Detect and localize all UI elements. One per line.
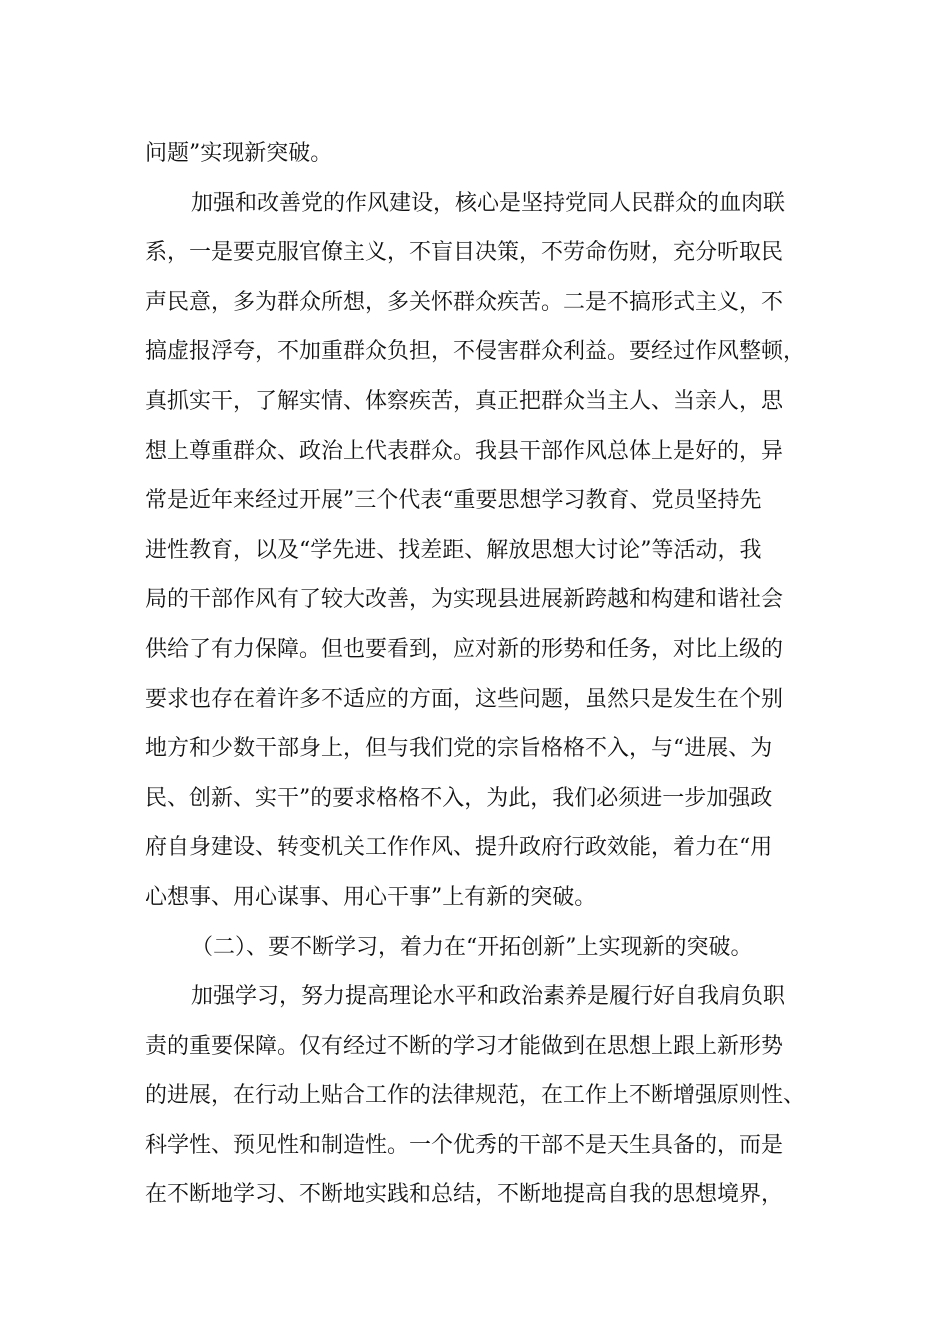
text-line: 地方和少数干部身上，但与我们党的宗旨格格不入，与“进展、为 — [145, 736, 773, 762]
text-line: 声民意，多为群众所想，多关怀群众疾苦。二是不搞形式主义，不 — [145, 289, 784, 315]
text-line: 的进展，在行动上贴合工作的法律规范，在工作上不断增强原则性、 — [145, 1083, 806, 1109]
body-text — [145, 129, 810, 1220]
text-line: 科学性、预见性和制造性。一个优秀的干部不是天生具备的，而是 — [145, 1132, 784, 1158]
text-line: 搞虚报浮夸，不加重群众负担，不侵害群众利益。要经过作风整顿， — [145, 339, 806, 365]
section-heading: （二）、要不断学习，着力在“开拓创新”上实现新的突破。 — [191, 934, 753, 960]
text-line: 要求也存在着许多不适应的方面，这些问题，虽然只是发生在个别 — [145, 686, 784, 712]
text-line: 府自身建设、转变机关工作作风、提升政府行政效能，着力在“用 — [145, 835, 773, 861]
text-line: 供给了有力保障。但也要看到，应对新的形势和任务，对比上级的 — [145, 636, 784, 662]
text-line: 想上尊重群众、政治上代表群众。我县干部作风总体上是好的，异 — [145, 438, 784, 464]
text-line: 常是近年来经过开展”三个代表“重要思想学习教育、党员坚持先 — [145, 488, 762, 514]
text-line: 真抓实干，了解实情、体察疾苦，真正把群众当主人、当亲人，思 — [145, 388, 784, 414]
text-line: 心想事、用心谋事、用心干事”上有新的突破。 — [145, 884, 597, 910]
text-line: 局的干部作风有了较大改善，为实现县进展新跨越和构建和谐社会 — [145, 587, 784, 613]
text-line: 责的重要保障。仅有经过不断的学习才能做到在思想上跟上新形势 — [145, 1033, 784, 1059]
paragraph-start-line: 加强学习，努力提高理论水平和政治素养是履行好自我肩负职 — [191, 984, 786, 1010]
text-line: 进性教育，以及“学先进、找差距、解放思想大讨论”等活动，我 — [145, 537, 762, 563]
text-line: 系，一是要克服官僚主义，不盲目决策，不劳命伤财，充分听取民 — [145, 240, 784, 266]
text-line: 民、创新、实干”的要求格格不入，为此，我们必须进一步加强政 — [145, 785, 773, 811]
text-line: 问题”实现新突破。 — [145, 141, 333, 166]
paragraph-start-line: 加强和改善党的作风建设，核心是坚持党同人民群众的血肉联 — [191, 190, 786, 216]
text-line: 在不断地学习、不断地实践和总结，不断地提高自我的思想境界， — [145, 1182, 784, 1208]
